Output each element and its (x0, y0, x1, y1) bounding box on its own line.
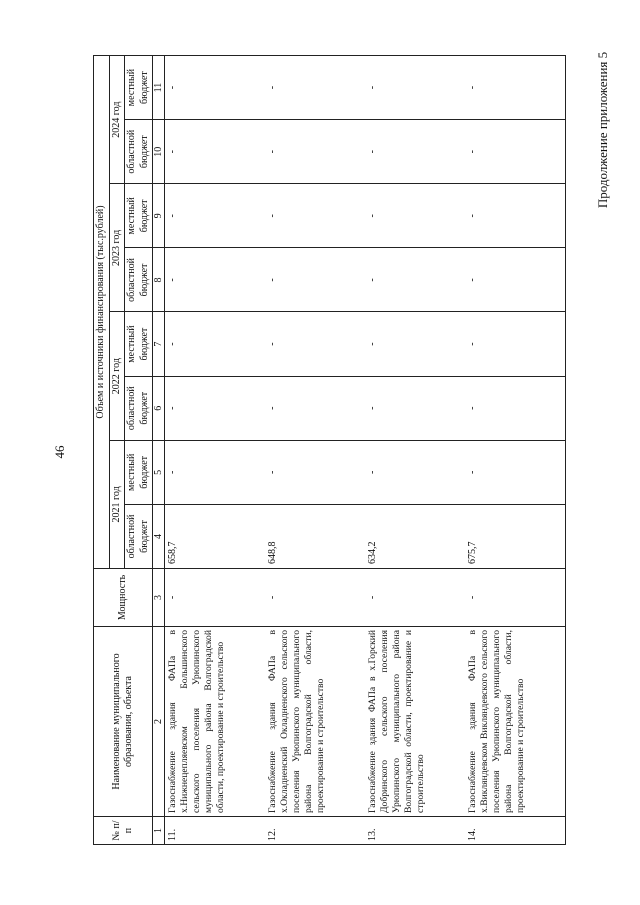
column-index: 11 (153, 56, 165, 120)
continuation-label: Продолжение приложения 5 (595, 51, 610, 209)
header-regional-budget: областной бюджет (125, 120, 153, 184)
value-2022-local: - (265, 312, 365, 376)
value-2021-regional: 648,8 (265, 504, 365, 568)
value-2023-regional: - (465, 248, 566, 312)
header-local-budget: местный бюджет (125, 56, 153, 120)
value-2023-local: - (465, 184, 566, 248)
column-index: 2 (153, 627, 165, 817)
value-2022-regional: - (265, 376, 365, 440)
header-year-2023: 2023 год (109, 184, 125, 312)
value-2021-local: - (365, 440, 465, 504)
capacity-value: - (165, 569, 266, 627)
value-2024-local: - (465, 56, 566, 120)
header-local-budget: местный бюджет (125, 184, 153, 248)
column-index-row (153, 56, 165, 845)
header-local-budget: местный бюджет (125, 440, 153, 504)
column-index: 7 (153, 312, 165, 376)
table-row (465, 56, 566, 845)
value-2021-local: - (465, 440, 566, 504)
value-2023-regional: - (365, 248, 465, 312)
value-2024-regional: - (265, 120, 365, 184)
value-2024-local: - (165, 56, 266, 120)
funding-table (93, 55, 566, 845)
value-2024-local: - (265, 56, 365, 120)
capacity-value: - (465, 569, 566, 627)
value-2022-local: - (365, 312, 465, 376)
value-2022-local: - (465, 312, 566, 376)
object-name: Газоснабжение здания ФАПа в х.Викляндевском Викляндевского сельского поселения Урюпинского муниципального района Волгоградской области, проектирование и строительство (465, 627, 566, 817)
value-2021-local: - (165, 440, 266, 504)
value-2022-regional: - (465, 376, 566, 440)
capacity-value: - (265, 569, 365, 627)
value-2024-regional: - (165, 120, 266, 184)
column-index: 5 (153, 440, 165, 504)
rotated-sheet (93, 55, 593, 845)
column-index: 8 (153, 248, 165, 312)
row-number: 14. (465, 817, 566, 845)
header-year-2021: 2021 год (109, 440, 125, 568)
row-number: 11. (165, 817, 266, 845)
column-index: 3 (153, 569, 165, 627)
value-2024-regional: - (365, 120, 465, 184)
header-regional-budget: областной бюджет (125, 248, 153, 312)
row-number: 12. (265, 817, 365, 845)
header-year-2024: 2024 год (109, 56, 125, 184)
value-2021-regional: 634,2 (365, 504, 465, 568)
header-funding: Объем и источники финансирования (тыс.рублей) (94, 56, 110, 569)
value-2021-regional: 658,7 (165, 504, 266, 568)
column-index: 1 (153, 817, 165, 845)
value-2024-local: - (365, 56, 465, 120)
row-number: 13. (365, 817, 465, 845)
value-2021-regional: 675,7 (465, 504, 566, 568)
value-2023-regional: - (165, 248, 266, 312)
capacity-value: - (365, 569, 465, 627)
object-name: Газоснабжение здания ФАПа в х.Окладненский Окладненского сельского поселения Урюпинского муниципального района Волгоградской области, проектирование и строительство (265, 627, 365, 817)
value-2022-regional: - (365, 376, 465, 440)
table-row (365, 56, 465, 845)
value-2023-local: - (165, 184, 266, 248)
column-index: 4 (153, 504, 165, 568)
value-2023-regional: - (265, 248, 365, 312)
header-year-2022: 2022 год (109, 312, 125, 440)
value-2022-local: - (165, 312, 266, 376)
object-name: Газоснабжение здания ФАПа в х.Горский Добринского сельского поселения Урюпинского муниципального района Волгоградской области, проектирование и строительство (365, 627, 465, 817)
object-name: Газоснабжение здания ФАПа в х.Нижнецепляевском Большинского сельского поселения Урюпинского муниципального района Волгоградской области, проектирование и строительство (165, 627, 266, 817)
value-2022-regional: - (165, 376, 266, 440)
value-2021-local: - (265, 440, 365, 504)
table-row (165, 56, 266, 845)
table-row (265, 56, 365, 845)
header-name: Наименование муниципального образования, объекта (94, 627, 153, 817)
header-regional-budget: областной бюджет (125, 376, 153, 440)
header-num: № п/п (94, 817, 153, 845)
header-local-budget: местный бюджет (125, 312, 153, 376)
value-2023-local: - (265, 184, 365, 248)
column-index: 10 (153, 120, 165, 184)
column-index: 9 (153, 184, 165, 248)
header-regional-budget: областной бюджет (125, 504, 153, 568)
header-capacity: Мощность (94, 569, 153, 627)
value-2024-regional: - (465, 120, 566, 184)
column-index: 6 (153, 376, 165, 440)
value-2023-local: - (365, 184, 465, 248)
page-number: 46 (52, 445, 67, 459)
